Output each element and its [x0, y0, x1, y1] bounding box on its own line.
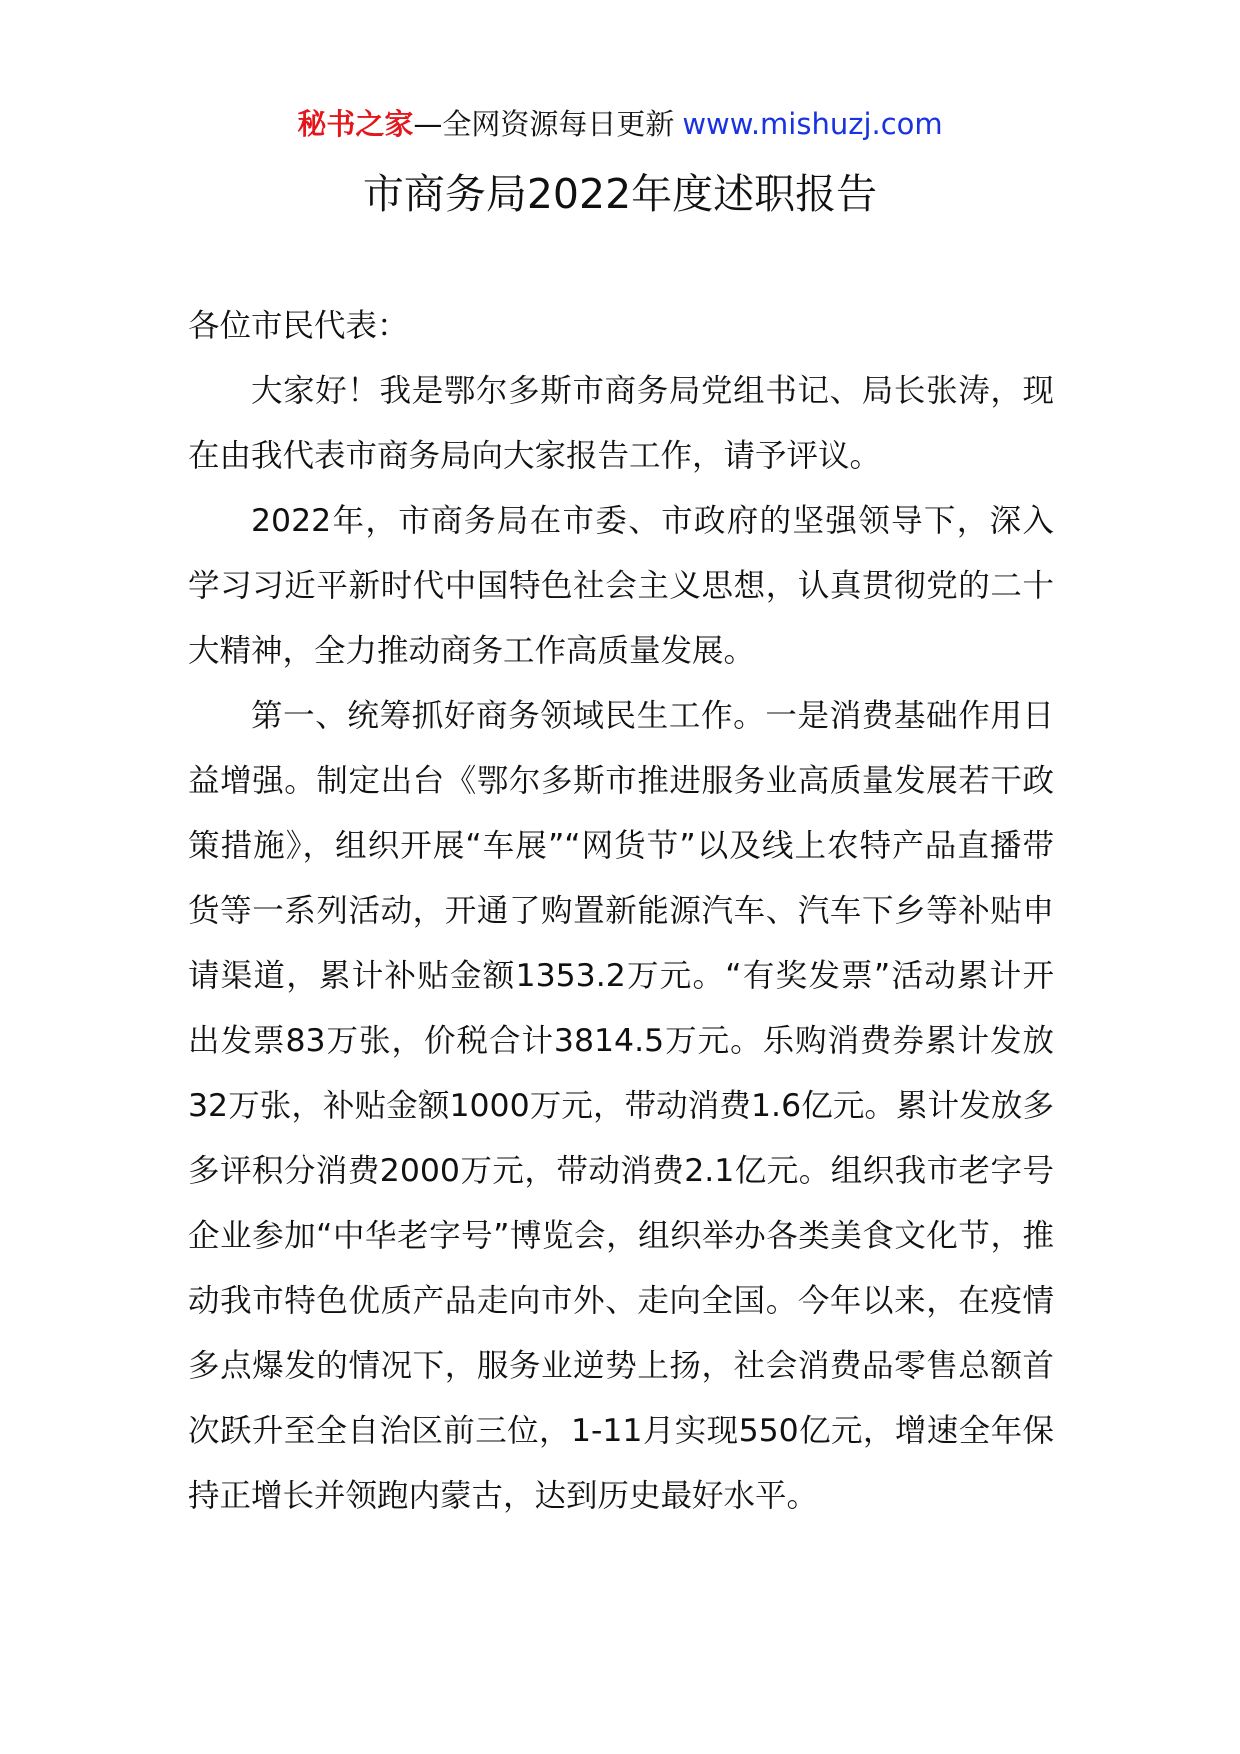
site-url-link[interactable]: www.mishuzj.com — [682, 107, 943, 141]
paragraph: 第一、统筹抓好商务领域民生工作。一是消费基础作用日益增强。制定出台《鄂尔多斯市推进服务业高质量发展若干政策措施》，组织开展“车展”“网货节”以及线上农特产品直播带货等一系列活动，开通了购置新能源汽车、汽车下乡等补贴申请渠道，累计补贴金额1353.2万元。“有奖发票”活动累计开出发票83万张，价税合计3814.5万元。乐购消费券累计发放32万张，补贴金额1000万元，带动消费1.6亿元。累计发放多多评积分消费2000万元，带动消费2.1亿元。组织我市老字号企业参加“中华老字号”博览会，组织举办各类美食文化节，推动我市特色优质产品走向市外、走向全国。今年以来，在疫情多点爆发的情况下，服务业逆势上扬，社会消费品零售总额首次跃升至全自治区前三位，1-11月实现550亿元，增速全年保持正增长并领跑内蒙古，达到历史最好水平。 — [188, 698, 1054, 1514]
document-body — [188, 294, 1054, 1529]
site-header — [0, 104, 1240, 144]
document-title: 市商务局2022年度述职报告 — [362, 170, 878, 218]
paragraph: 大家好！我是鄂尔多斯市商务局党组书记、局长张涛，现在由我代表市商务局向大家报告工作，请予评议。 — [188, 373, 1054, 474]
paragraph: 2022年，市商务局在市委、市政府的坚强领导下，深入学习习近平新时代中国特色社会主义思想，认真贯彻党的二十大精神，全力推动商务工作高质量发展。 — [188, 503, 1054, 669]
brand-name: 秘书之家 — [297, 107, 414, 141]
header-tagline: —全网资源每日更新 — [413, 107, 675, 141]
salutation: 各位市民代表： — [188, 308, 409, 344]
